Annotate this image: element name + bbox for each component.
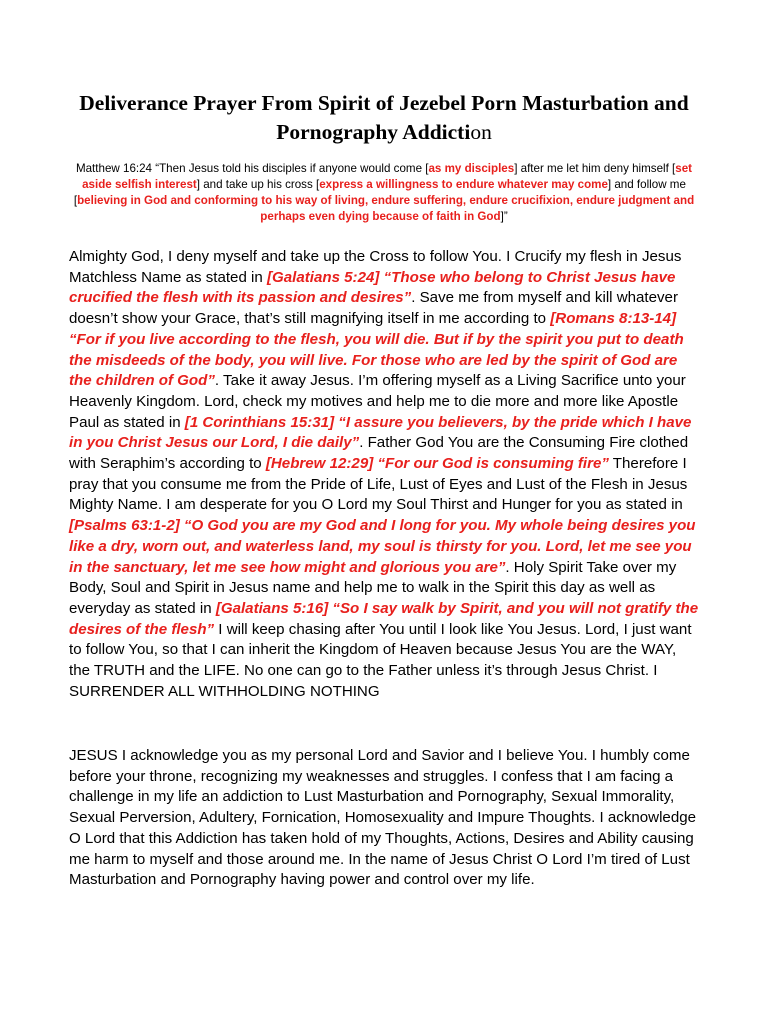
verse-segment: ] and take up his cross [ xyxy=(196,178,320,191)
verse-segment: ]” xyxy=(500,210,508,223)
prayer-text: . Father God You are the Consuming Fire clothed with Seraphim’s according to xyxy=(69,434,689,473)
prayer-text: I will keep chasing after You until I look like You Jesus. Lord, I just want to follow You, so that I can inherit the Kingdom of Heaven because Jesus You are the WAY, the TRUTH and the LIFE. No one can go to the Father unless it’s through Jesus Christ. I SURRENDER ALL WITHHOLDING NOTHING xyxy=(69,620,692,700)
prayer-text: . Save me from myself and kill whatever doesn’t show your Grace, that’s still magnifying itself in me according to xyxy=(69,289,678,328)
prayer-text: Almighty God, I deny myself and take up the Cross to follow You. I Crucify my flesh in Jesus Matchless Name as stated in xyxy=(69,248,682,286)
scripture-quote: [Romans 8:13-14] “For if you live according to the flesh, you will die. But if by the spirit you put to death the misdeeds of the body, you will live. For those who are led by the spirit of God are the children of God” xyxy=(69,310,684,390)
verse-highlight: believing in God and conforming to his way of living, endure suffering, endure crucifixion, endure judgment and perhaps even dying because of faith in God xyxy=(77,194,695,223)
scripture-verse xyxy=(70,161,698,225)
prayer-text: Therefore I pray that you consume me from the Pride of Life, Lust of Eyes and Lust of the Flesh in Jesus Mighty Name. I am desperate for you O Lord my Soul Thirst and Hunger for you as stated in xyxy=(69,455,688,514)
prayer-text: . Take it away Jesus. I’m offering myself as a Living Sacrifice unto your Heavenly Kingdom. Lord, check my motives and help me to die more and more like Apostle Paul as stated in xyxy=(69,372,686,431)
verse-highlight: express a willingness to endure whatever may come xyxy=(319,178,608,191)
verse-highlight: as my disciples xyxy=(428,162,515,175)
title-tail: on xyxy=(470,120,492,144)
document-title xyxy=(60,89,708,147)
title-main: Deliverance Prayer From Spirit of Jezebel Porn Masturbation and Pornography Addicti xyxy=(79,91,689,144)
scripture-quote: [Hebrew 12:29] “For our God is consuming fire” xyxy=(265,455,609,473)
scripture-quote: [1 Corinthians 15:31] “I assure you believers, by the pride which I have in you Christ Jesus our Lord, I die daily” xyxy=(69,413,692,452)
verse-highlight: set aside selfish interest xyxy=(82,162,693,191)
prayer-text: . Holy Spirit Take over my Body, Soul and Spirit in Jesus name and help me to walk in the Spirit this day as well as everyday as stated in xyxy=(69,558,677,617)
verse-segment: Matthew 16:24 “Then Jesus told his disciples if anyone would come [ xyxy=(75,162,429,175)
prayer-paragraph-2: JESUS I acknowledge you as my personal Lord and Savior and I believe You. I humbly come before your throne, recognizing my weaknesses and struggles. I confess that I am facing a challenge in my life an addiction to Lust Masturbation and Pornography, Sexual Immorality, Sexual Perversion, Adultery, Fornication, Homosexuality and Impure Thoughts. I acknowledge O Lord that this Addiction has taken hold of my Thoughts, Actions, Desires and Ability causing me harm to myself and those around me. In the name of Jesus Christ O Lord I’m tired of Lust Masturbation and Pornography having power and control over my life. xyxy=(69,747,697,889)
scripture-quote: [Galatians 5:16] “So I say walk by Spirit, and you will not gratify the desires of the flesh” xyxy=(69,599,699,638)
verse-segment: ] after me let him deny himself [ xyxy=(514,162,676,175)
verse-segment: ] and follow me [ xyxy=(73,178,686,207)
prayer-paragraph-1 xyxy=(69,247,701,702)
scripture-quote: [Psalms 63:1-2] “O God you are my God and I long for you. My whole being desires you like a dry, worn out, and waterless land, my soul is thirsty for you. Lord, let me see you in the sanctuary, let me see how might and glorious you are” xyxy=(69,517,696,576)
scripture-quote: [Galatians 5:24] “Those who belong to Christ Jesus have crucified the flesh with its passion and desires” xyxy=(69,268,676,307)
